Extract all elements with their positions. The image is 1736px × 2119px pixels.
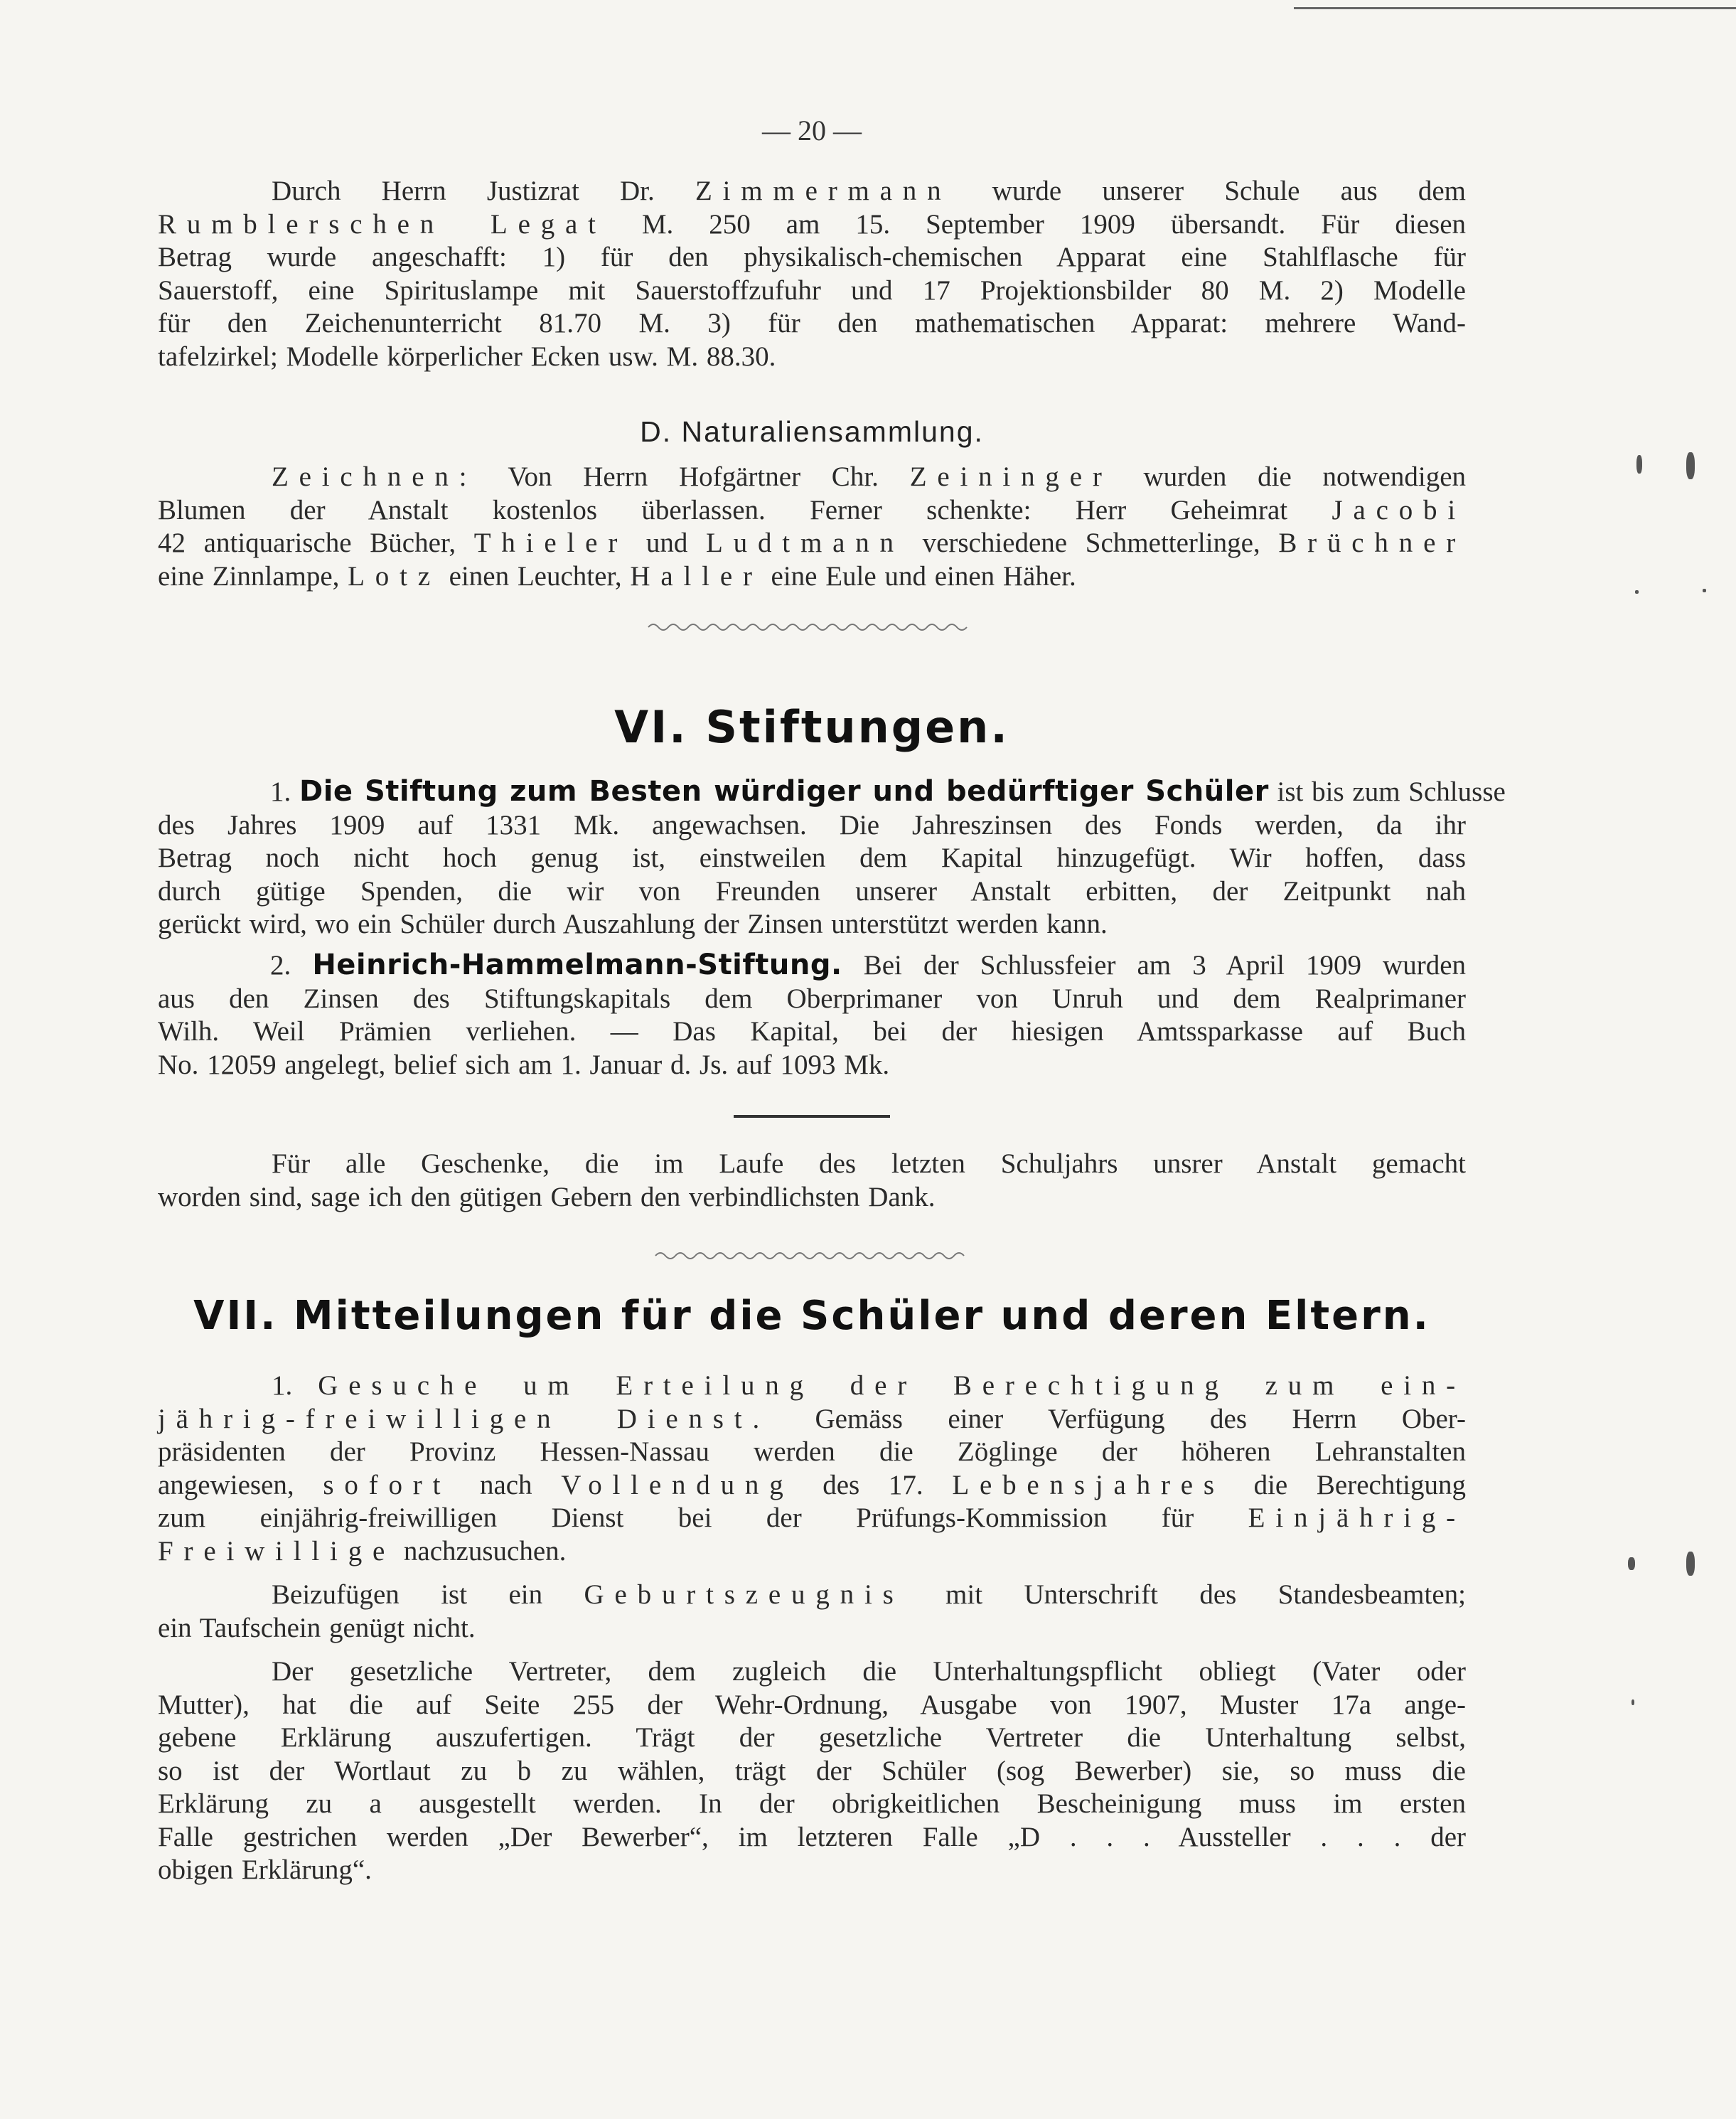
paragraph-donation-zimmermann: Durch Herrn Justizrat Dr. Zimmermann wurde unserer Schule aus dem Rumblerschen Legat M. 250 am 15. September 1909 übersandt. Für diesen Betrag wurde angeschafft: 1) für den physikalisch-chemischen Apparat eine Stahlflasche für Sauerstoff, eine Spirituslampe mit Sauerstoffzufuhr und 17 Projektionsbilder 80 M. 2) Modelle für den Zeichenunterricht 81.70 M. 3) für den mathematischen Apparat: mehrere Wand- tafelzirkel; Modelle körperlicher Ecken usw. M. 88.30. bbox=[158, 176, 1467, 372]
paragraph-naturalien: Zeichnen: Von Herrn Hofgärtner Chr. Zeininger wurden die notwendigen Blumen der Anstalt kostenlos überlassen. Ferner schenkte: Herr Geheimrat Jacobi 42 antiquarische Bücher, Thieler und Ludtmann verschiedene Schmetterlinge, Brüchner eine Zinnlampe, Lotz einen Leuchter, Haller eine Eule und einen Häher. bbox=[158, 461, 1467, 592]
paragraph-stiftung-schueler: 1. Die Stiftung zum Besten würdiger und bedürftiger Schüler ist bis zum Schlusse des Jahres 1909 auf 1331 Mk. angewachsen. Die Jahreszinsen des Fonds werden, da ihr Betrag noch nicht hoch genug ist, einstweilen dem Kapital hinzugefügt. Wir hoffen, dass durch gütige Spenden, die wir von Freunden unserer Anstalt erbitten, der Zeitpunkt nah gerückt wird, wo ein Schüler durch Auszahlung der Zinsen unterstützt werden kann. bbox=[158, 775, 1506, 939]
scan-speck bbox=[1636, 455, 1642, 474]
paragraph-dank: Für alle Geschenke, die im Laufe des letzten Schuljahrs unsrer Anstalt gemacht worden sind, sage ich den gütigen Gebern den verbindlichsten Dank. bbox=[158, 1148, 1466, 1212]
horizontal-rule bbox=[734, 1115, 890, 1118]
page-number: — 20 — bbox=[762, 114, 862, 146]
wavy-divider bbox=[648, 620, 975, 634]
scan-speck bbox=[1635, 590, 1639, 594]
wavy-divider-2 bbox=[655, 1249, 968, 1263]
paragraph-hammelmann-stiftung: 2. Heinrich-Hammelmann-Stiftung. Bei der Schlussfeier am 3 April 1909 wurden aus den Zinsen des Stiftungskapitals dem Oberprimaner von Unruh und dem Realprimaner Wilh. Weil Prämien verliehen. — Das Kapital, bei der hiesigen Amtssparkasse auf Buch No. 12059 angelegt, belief sich am 1. Januar d. Js. auf 1093 Mk. bbox=[158, 949, 1467, 1080]
subheading-naturaliensammlung: D. Naturaliensammlung. bbox=[640, 415, 984, 448]
scan-speck bbox=[1686, 452, 1695, 479]
heading-vii-mitteilungen: VII. Mitteilungen für die Schüler und deren Eltern. bbox=[193, 1293, 1430, 1339]
scan-speck bbox=[1631, 1699, 1634, 1705]
title-stiftung-schueler: Die Stiftung zum Besten würdiger und bedürftiger Schüler bbox=[299, 775, 1269, 808]
scan-speck bbox=[1703, 589, 1706, 592]
heading-vi-stiftungen: VI. Stiftungen. bbox=[614, 701, 1009, 753]
name-rumblerschen-legat: Rumblerschen Legat bbox=[158, 208, 606, 240]
paragraph-gesuche: 1. Gesuche um Erteilung der Berechtigung zum ein- jährig-freiwilligen Dienst. Gemäss einer Verfügung des Herrn Ober- präsidenten der Provinz Hessen-Nassau werden die Zöglinge der höheren Lehranstalten angewiesen, sofort nach Vollendung des 17. Lebensjahres die Berechtigung zum einjährig-freiwilligen Dienst bei der Prüfungs-Kommission für Einjährig- Freiwillige nachzusuchen. bbox=[158, 1370, 1467, 1566]
scan-speck bbox=[1686, 1552, 1695, 1576]
title-hammelmann-stiftung: Heinrich-Hammelmann-Stiftung. bbox=[312, 949, 842, 981]
paragraph-geburtszeugnis: Beizufügen ist ein Geburtszeugnis mit Unterschrift des Standesbeamten; ein Taufschein genügt nicht. bbox=[158, 1579, 1466, 1643]
scan-speck bbox=[1628, 1557, 1635, 1570]
name-zimmermann: Zimmermann bbox=[695, 176, 952, 206]
paragraph-vertreter: Der gesetzliche Vertreter, dem zugleich die Unterhaltungspflicht obliegt (Vater oder Mutter), hat die auf Seite 255 der Wehr-Ordnung, Ausgabe von 1907, Muster 17a ange- gebene Erklärung auszufertigen. Trägt der gesetzliche Vertreter die Unterhaltung selbst, so ist der Wortlaut zu b zu wählen, trägt der Schüler (sog Bewerber) sie, so muss die Erklärung zu a ausgestellt werden. In der obrigkeitlichen Bescheinigung muss im ersten Falle gestrichen werden „Der Bewerber“, im letzteren Falle „D . . . Aussteller . . . der obigen Erklärung“. bbox=[158, 1656, 1466, 1885]
scan-edge-line bbox=[1294, 7, 1736, 9]
